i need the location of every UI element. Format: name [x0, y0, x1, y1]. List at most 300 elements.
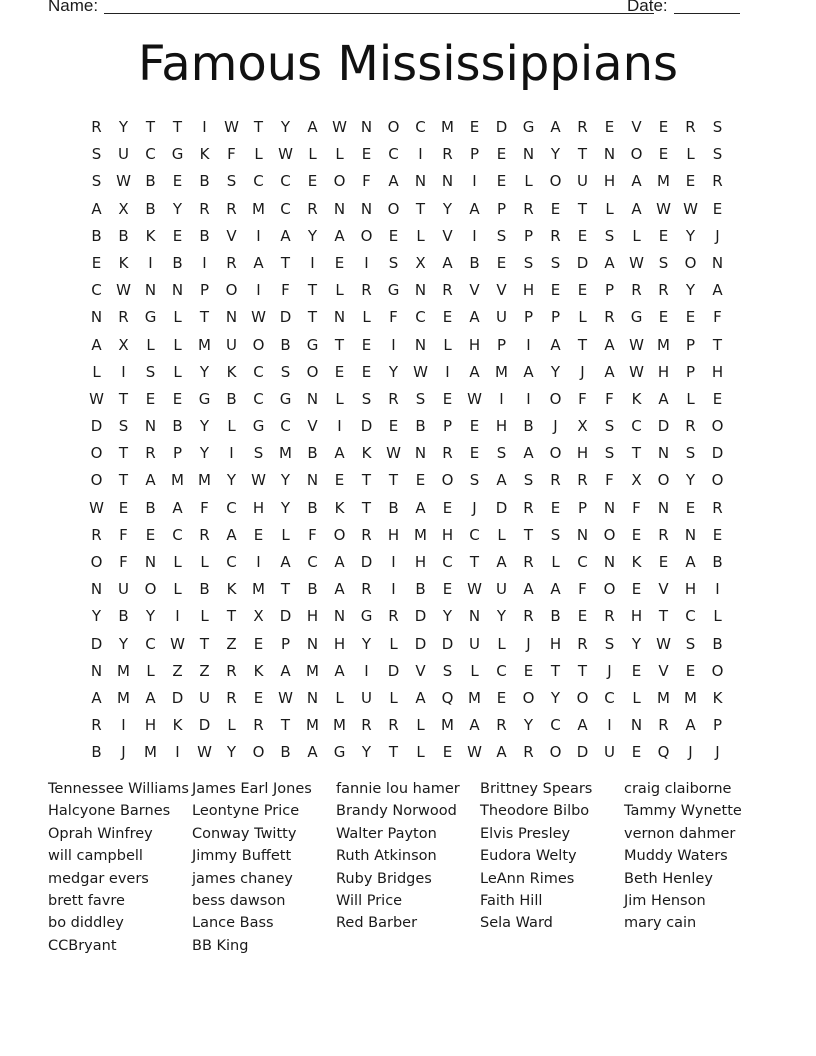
word-item: Beth Henley [624, 870, 713, 887]
grid-letter: W [386, 444, 401, 463]
grid-letter: Y [550, 145, 561, 164]
grid-letter: E [658, 145, 669, 164]
grid-letter: N [306, 389, 319, 408]
grid-letter: M [252, 580, 265, 599]
grid-letter: D [198, 716, 211, 735]
grid-letter: R [361, 580, 372, 599]
grid-letter: R [361, 716, 372, 735]
grid-letter: G [333, 743, 346, 762]
grid-letter: N [90, 308, 103, 327]
grid-letter: L [146, 335, 155, 354]
word-item: mary cain [624, 915, 697, 932]
grid-letter: W [332, 118, 347, 136]
word-item: Brandy Norwood [336, 803, 457, 820]
grid-letter: A [334, 444, 345, 463]
grid-letter: D [279, 308, 292, 327]
grid-letter: Y [280, 498, 291, 517]
grid-letter: H [657, 362, 670, 381]
grid-letter: P [280, 634, 291, 653]
grid-letter: A [91, 688, 102, 707]
grid-letter: S [469, 471, 480, 490]
grid-row [83, 223, 731, 250]
grid-letter: D [279, 607, 292, 626]
grid-letter: D [414, 607, 427, 626]
grid-letter: Y [118, 118, 129, 136]
grid-letter: C [280, 199, 291, 218]
word-item: Sela Ward [480, 915, 553, 932]
grid-letter: W [467, 580, 482, 599]
grid-letter: T [388, 743, 399, 762]
grid-letter: N [306, 471, 319, 490]
grid-letter: B [91, 226, 102, 245]
grid-letter: X [415, 253, 426, 272]
worksheet-header [48, 0, 740, 22]
word-item: Walter Payton [336, 825, 437, 842]
grid-letter: I [175, 607, 180, 626]
grid-letter: T [712, 335, 723, 354]
grid-letter: I [418, 145, 423, 164]
grid-letter: Y [226, 743, 237, 762]
grid-letter: I [526, 389, 531, 408]
grid-letter: N [414, 444, 427, 463]
grid-letter: Y [91, 607, 102, 626]
grid-row [83, 495, 731, 522]
grid-letter: E [442, 498, 453, 517]
grid-letter: L [92, 362, 101, 381]
grid-row [83, 712, 731, 739]
grid-letter: W [467, 389, 482, 408]
grid-letter: S [523, 253, 534, 272]
grid-letter: B [199, 580, 210, 599]
grid-letter: X [253, 607, 264, 626]
grid-letter: H [414, 553, 427, 571]
grid-letter: N [603, 498, 616, 517]
grid-letter: N [225, 308, 238, 327]
grid-letter: L [173, 553, 182, 571]
grid-letter: D [387, 661, 400, 680]
grid-letter: J [472, 498, 477, 517]
word-item: Will Price [336, 893, 403, 910]
grid-letter: O [333, 525, 346, 544]
grid-letter: N [90, 661, 103, 680]
grid-letter: E [658, 226, 669, 245]
grid-letter: U [604, 743, 615, 762]
grid-letter: R [577, 118, 588, 136]
grid-letter: A [307, 118, 318, 136]
grid-letter: R [604, 308, 615, 327]
grid-letter: W [278, 688, 293, 707]
grid-letter: A [469, 199, 480, 218]
grid-letter: E [496, 688, 507, 707]
grid-letter: R [631, 281, 642, 300]
grid-letter: E [577, 226, 588, 245]
grid-letter: R [523, 199, 534, 218]
grid-letter: F [308, 525, 317, 544]
grid-letter: M [117, 661, 130, 680]
grid-letter: O [360, 226, 373, 245]
grid-letter: S [604, 226, 615, 245]
grid-letter: F [578, 580, 587, 599]
grid-letter: S [604, 634, 615, 653]
grid-row [83, 685, 731, 712]
grid-letter: R [604, 607, 615, 626]
grid-letter: N [414, 281, 427, 300]
grid-letter: L [416, 716, 425, 735]
grid-letter: R [496, 716, 507, 735]
grid-letter: V [658, 661, 669, 680]
grid-letter: Y [496, 607, 507, 626]
grid-letter: N [144, 553, 157, 571]
grid-letter: C [685, 607, 696, 626]
grid-letter: S [91, 145, 102, 164]
grid-row [83, 277, 731, 304]
grid-letter: A [91, 335, 102, 354]
grid-letter: T [307, 281, 318, 300]
grid-letter: Q [441, 688, 454, 707]
grid-letter: D [360, 553, 373, 571]
grid-letter: M [657, 172, 670, 191]
grid-letter: G [522, 118, 535, 136]
grid-letter: G [306, 335, 319, 354]
grid-letter: X [118, 335, 129, 354]
grid-letter: N [333, 199, 346, 218]
grid-letter: Y [199, 444, 210, 463]
grid-letter: H [603, 172, 616, 191]
grid-letter: N [171, 281, 184, 300]
grid-letter: Z [199, 661, 210, 680]
grid-letter: X [631, 471, 642, 490]
grid-letter: F [362, 172, 371, 191]
grid-letter: V [496, 281, 507, 300]
letter-grid [83, 114, 731, 767]
grid-letter: D [171, 688, 184, 707]
word-column [480, 778, 624, 957]
word-item: BB King [192, 937, 249, 954]
grid-letter: N [360, 118, 373, 136]
grid-letter: Y [685, 226, 696, 245]
word-item: Faith Hill [480, 893, 543, 910]
grid-letter: W [656, 199, 671, 218]
grid-letter: E [253, 634, 264, 653]
grid-letter: G [171, 145, 184, 164]
grid-letter: Y [361, 634, 372, 653]
word-item: Elvis Presley [480, 825, 571, 842]
grid-letter: A [631, 172, 642, 191]
grid-letter: S [280, 362, 291, 381]
word-item: Theodore Bilbo [480, 803, 590, 820]
grid-letter: E [712, 389, 723, 408]
grid-letter: G [387, 281, 400, 300]
grid-letter: O [90, 444, 103, 463]
grid-letter: T [280, 580, 291, 599]
grid-letter: E [523, 661, 534, 680]
grid-letter: Y [442, 199, 453, 218]
grid-letter: L [173, 308, 182, 327]
grid-letter: U [496, 308, 507, 327]
grid-letter: L [335, 389, 344, 408]
word-item: Brittney Spears [480, 781, 593, 797]
grid-letter: W [251, 471, 266, 490]
grid-letter: W [629, 335, 644, 354]
grid-letter: L [389, 634, 398, 653]
date-blank-line [674, 0, 740, 14]
grid-letter: E [145, 525, 156, 544]
grid-letter: O [684, 253, 697, 272]
grid-letter: B [550, 607, 561, 626]
grid-letter: E [685, 172, 696, 191]
grid-letter: S [253, 444, 264, 463]
grid-letter: Y [145, 607, 156, 626]
word-item: Tennessee Williams [48, 781, 189, 797]
grid-letter: O [549, 743, 562, 762]
grid-letter: R [361, 281, 372, 300]
grid-letter: A [523, 362, 534, 381]
grid-letter: J [715, 743, 720, 762]
grid-letter: N [360, 199, 373, 218]
grid-letter: A [496, 553, 507, 571]
grid-letter: C [307, 553, 318, 571]
grid-letter: O [576, 688, 589, 707]
grid-letter: E [118, 498, 129, 517]
grid-letter: E [361, 145, 372, 164]
grid-letter: K [199, 145, 210, 164]
grid-letter: T [577, 661, 588, 680]
grid-letter: C [253, 389, 264, 408]
grid-letter: L [686, 145, 695, 164]
grid-letter: L [335, 688, 344, 707]
grid-letter: P [523, 308, 534, 327]
grid-letter: C [496, 661, 507, 680]
grid-letter: T [280, 716, 291, 735]
grid-letter: B [307, 498, 318, 517]
grid-letter: M [144, 743, 157, 762]
grid-letter: I [310, 253, 315, 272]
grid-letter: E [172, 172, 183, 191]
grid-letter: I [391, 553, 396, 571]
grid-letter: V [307, 417, 318, 436]
grid-letter: A [469, 716, 480, 735]
grid-letter: A [685, 553, 696, 571]
grid-letter: O [387, 118, 400, 136]
grid-letter: O [522, 688, 535, 707]
grid-letter: G [630, 308, 643, 327]
grid-letter: A [172, 498, 183, 517]
grid-letter: B [172, 253, 183, 272]
grid-letter: A [496, 471, 507, 490]
grid-letter: A [253, 253, 264, 272]
grid-letter: A [442, 253, 453, 272]
grid-letter: L [200, 553, 209, 571]
grid-letter: S [550, 253, 561, 272]
grid-letter: B [172, 417, 183, 436]
grid-letter: U [226, 335, 237, 354]
word-column [336, 778, 480, 957]
grid-letter: E [469, 444, 480, 463]
grid-letter: T [199, 634, 210, 653]
grid-letter: E [361, 362, 372, 381]
grid-letter: E [550, 498, 561, 517]
grid-letter: R [145, 444, 156, 463]
grid-letter: J [607, 661, 612, 680]
grid-letter: R [550, 471, 561, 490]
grid-letter: F [713, 308, 722, 327]
grid-letter: H [252, 498, 265, 517]
grid-letter: R [361, 525, 372, 544]
grid-letter: R [226, 688, 237, 707]
grid-letter: O [549, 389, 562, 408]
grid-letter: J [688, 743, 693, 762]
grid-letter: T [631, 444, 642, 463]
grid-letter: R [712, 172, 723, 191]
grid-letter: M [414, 525, 427, 544]
grid-letter: V [631, 118, 642, 136]
grid-letter: Y [550, 688, 561, 707]
grid-letter: R [685, 417, 696, 436]
grid-letter: L [335, 281, 344, 300]
grid-letter: S [550, 525, 561, 544]
grid-letter: T [388, 471, 399, 490]
grid-letter: W [170, 634, 185, 653]
grid-letter: H [306, 607, 319, 626]
grid-letter: N [603, 553, 616, 571]
grid-letter: B [415, 417, 426, 436]
grid-letter: I [472, 226, 477, 245]
grid-row [83, 658, 731, 685]
grid-letter: H [495, 417, 508, 436]
grid-letter: A [604, 335, 615, 354]
grid-letter: D [495, 498, 508, 517]
grid-letter: E [469, 417, 480, 436]
grid-letter: U [199, 688, 210, 707]
grid-letter: B [118, 226, 129, 245]
grid-letter: L [173, 580, 182, 599]
grid-letter: A [280, 661, 291, 680]
grid-letter: R [388, 716, 399, 735]
grid-letter: N [711, 253, 724, 272]
grid-letter: R [442, 145, 453, 164]
grid-letter: J [553, 417, 558, 436]
grid-letter: P [604, 281, 615, 300]
grid-letter: L [632, 688, 641, 707]
grid-letter: N [144, 417, 157, 436]
word-item: Halcyone Barnes [48, 803, 171, 820]
grid-letter: E [253, 688, 264, 707]
grid-letter: K [172, 716, 183, 735]
word-item: bo diddley [48, 915, 124, 932]
grid-letter: O [657, 471, 670, 490]
grid-letter: L [308, 145, 317, 164]
grid-letter: I [445, 362, 450, 381]
grid-letter: O [387, 199, 400, 218]
grid-letter: L [227, 716, 236, 735]
grid-row [83, 522, 731, 549]
grid-letter: L [227, 417, 236, 436]
grid-letter: E [550, 199, 561, 218]
grid-letter: H [522, 281, 535, 300]
grid-letter: T [469, 553, 480, 571]
grid-letter: C [442, 553, 453, 571]
grid-letter: C [280, 172, 291, 191]
grid-letter: L [146, 661, 155, 680]
grid-letter: C [577, 553, 588, 571]
grid-letter: A [280, 226, 291, 245]
grid-letter: I [499, 389, 504, 408]
grid-letter: W [224, 118, 239, 136]
grid-letter: T [361, 498, 372, 517]
grid-letter: W [116, 281, 131, 300]
word-item: Oprah Winfrey [48, 825, 153, 842]
grid-letter: R [712, 498, 723, 517]
grid-row [83, 386, 731, 413]
grid-letter: Y [307, 226, 318, 245]
grid-letter: H [333, 634, 346, 653]
grid-letter: I [121, 362, 126, 381]
grid-letter: O [144, 580, 157, 599]
grid-letter: E [307, 172, 318, 191]
grid-letter: H [441, 525, 454, 544]
grid-letter: E [496, 172, 507, 191]
grid-letter: O [603, 525, 616, 544]
grid-letter: A [523, 580, 534, 599]
grid-row [83, 631, 731, 658]
word-item: Lance Bass [192, 915, 274, 932]
grid-letter: R [199, 525, 210, 544]
grid-letter: E [415, 471, 426, 490]
grid-row [83, 576, 731, 603]
grid-letter: S [496, 226, 507, 245]
grid-letter: E [334, 253, 345, 272]
grid-letter: B [712, 553, 723, 571]
word-item: LeAnn Rimes [480, 870, 575, 887]
grid-letter: M [657, 335, 670, 354]
grid-letter: S [226, 172, 237, 191]
grid-letter: N [576, 525, 589, 544]
grid-letter: W [278, 145, 293, 164]
grid-letter: R [91, 118, 102, 136]
grid-letter: C [280, 417, 291, 436]
grid-letter: L [632, 226, 641, 245]
grid-letter: W [629, 362, 644, 381]
grid-letter: C [172, 525, 183, 544]
grid-letter: A [658, 389, 669, 408]
grid-letter: A [469, 362, 480, 381]
grid-letter: A [334, 661, 345, 680]
grid-letter: O [711, 471, 724, 490]
grid-letter: R [550, 226, 561, 245]
grid-letter: T [523, 525, 534, 544]
grid-letter: X [577, 417, 588, 436]
grid-letter: C [145, 634, 156, 653]
grid-letter: R [442, 444, 453, 463]
grid-letter: M [468, 688, 481, 707]
grid-letter: A [145, 688, 156, 707]
grid-letter: G [252, 417, 265, 436]
word-item: will campbell [48, 848, 143, 865]
grid-row [83, 196, 731, 223]
grid-row [83, 304, 731, 331]
grid-letter: A [415, 688, 426, 707]
grid-letter: J [715, 226, 720, 245]
grid-letter: K [253, 661, 264, 680]
grid-letter: I [391, 580, 396, 599]
grid-letter: J [526, 634, 531, 653]
grid-letter: O [603, 580, 616, 599]
grid-letter: E [658, 308, 669, 327]
grid-letter: K [145, 226, 156, 245]
grid-letter: I [337, 417, 342, 436]
grid-letter: L [578, 308, 587, 327]
grid-letter: R [577, 634, 588, 653]
